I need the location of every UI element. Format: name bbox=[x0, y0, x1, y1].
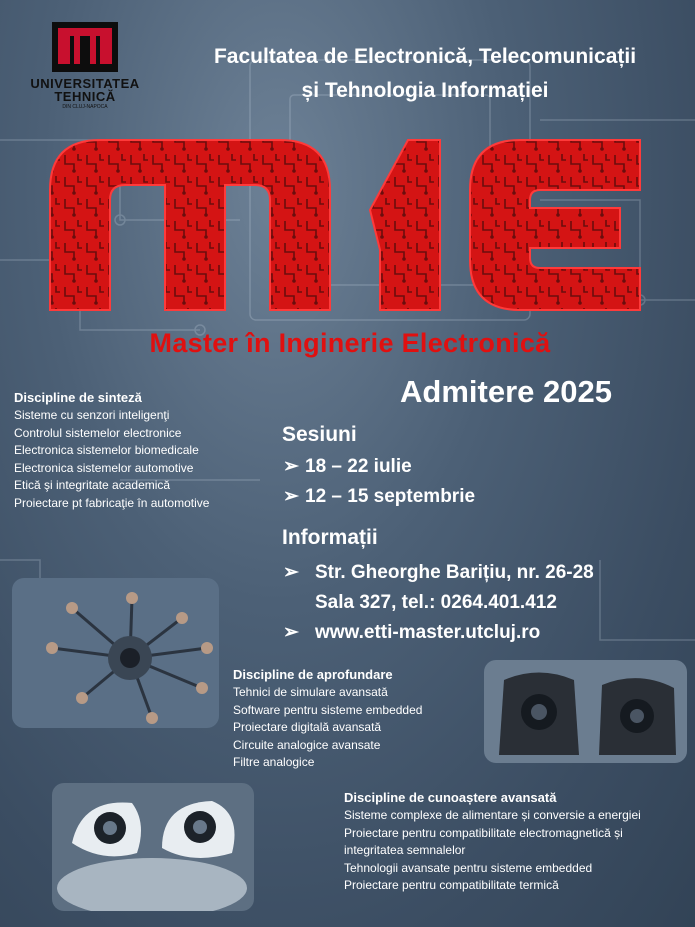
expert-heading: Discipline de cunoaștere avansată bbox=[344, 790, 557, 805]
admission-title: Admitere 2025 bbox=[400, 374, 612, 409]
list-item: Tehnologii avansate pentru sisteme embedded bbox=[344, 860, 593, 875]
address: Str. Gheorghe Barițiu, nr. 26-28 bbox=[315, 562, 594, 583]
synthesis-heading: Discipline de sinteză bbox=[14, 390, 142, 405]
session-dates: 18 – 22 iulie bbox=[305, 456, 412, 477]
faculty-line1: Facultatea de Electronică, Telecomunicații bbox=[213, 45, 637, 68]
university-name-line1: UNIVERSITATEA bbox=[30, 76, 140, 91]
list-item: integritatea semnalelor bbox=[344, 843, 466, 857]
list-item: Sisteme cu senzori inteligenţi bbox=[14, 408, 170, 422]
room-phone: Sala 327, tel.: 0264.401.412 bbox=[315, 592, 557, 613]
mie-logo bbox=[40, 130, 650, 320]
website-line bbox=[283, 618, 594, 648]
sessions-list bbox=[283, 452, 475, 512]
list-item: Electronica sistemelor automotive bbox=[14, 460, 194, 475]
list-item: Controlul sistemelor electronice bbox=[14, 425, 182, 440]
list-item: Proiectare pentru compatibilitate electromagnetică și bbox=[344, 825, 623, 840]
list-item: Tehnici de simulare avansată bbox=[233, 685, 388, 699]
letter-e bbox=[470, 140, 640, 310]
arrow-bullet-icon: ➢ bbox=[283, 486, 299, 507]
letter-m bbox=[50, 140, 330, 310]
room-phone-line bbox=[283, 588, 594, 618]
letter-i bbox=[370, 140, 440, 310]
list-item: Etică şi integritate academică bbox=[14, 478, 171, 492]
session-item bbox=[283, 452, 475, 482]
arrow-bullet-icon: ➢ bbox=[283, 622, 299, 643]
speakers-photo bbox=[484, 660, 687, 763]
address-line bbox=[283, 558, 594, 588]
faculty-title bbox=[160, 40, 690, 108]
list-item: Software pentru sisteme embedded bbox=[233, 702, 423, 717]
arrow-bullet-icon: ➢ bbox=[283, 562, 299, 583]
synthesis-disciplines bbox=[14, 390, 274, 512]
utcn-logo-icon bbox=[52, 22, 118, 72]
eyes-robot-photo bbox=[52, 783, 254, 911]
list-item: Circuite analogice avansate bbox=[233, 737, 381, 752]
sessions-heading: Sesiuni bbox=[282, 423, 357, 446]
university-tagline: DIN CLUJ-NAPOCA bbox=[62, 104, 108, 110]
advanced-heading: Discipline de aprofundare bbox=[233, 667, 393, 682]
university-name-line2: TEHNICĂ bbox=[54, 89, 116, 104]
robot-photo bbox=[12, 578, 219, 728]
expert-disciplines bbox=[344, 790, 689, 895]
info-list bbox=[283, 558, 594, 648]
session-item bbox=[283, 482, 475, 512]
advanced-disciplines bbox=[233, 667, 473, 772]
arrow-bullet-icon: ➢ bbox=[283, 456, 299, 477]
program-title: Master în Inginerie Electronică bbox=[149, 328, 551, 358]
list-item: Filtre analogice bbox=[233, 755, 315, 769]
faculty-line2: și Tehnologia Informației bbox=[301, 79, 549, 102]
session-dates: 12 – 15 septembrie bbox=[305, 486, 476, 507]
list-item: Proiectare digitală avansată bbox=[233, 720, 382, 734]
website-link[interactable]: www.etti-master.utcluj.ro bbox=[315, 622, 541, 643]
list-item: Proiectare pt fabricaţie în automotive bbox=[14, 495, 210, 510]
list-item: Sisteme complexe de alimentare și conversie a energiei bbox=[344, 808, 641, 822]
info-heading: Informații bbox=[282, 526, 378, 549]
list-item: Electronica sistemelor biomedicale bbox=[14, 443, 199, 457]
university-logo bbox=[14, 22, 156, 120]
list-item: Proiectare pentru compatibilitate termică bbox=[344, 878, 559, 892]
